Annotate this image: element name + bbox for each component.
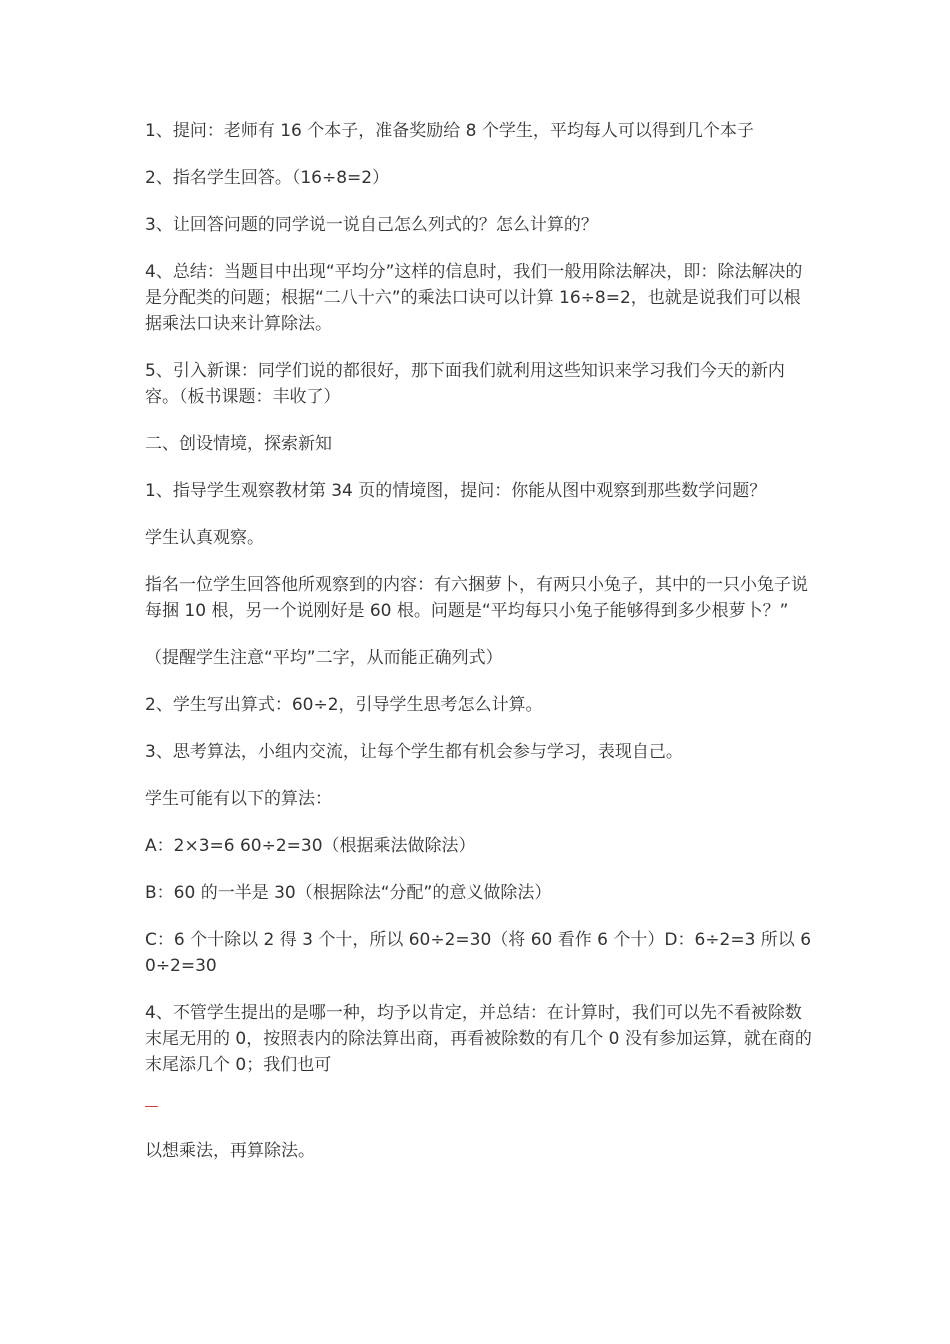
page-break-divider (145, 1106, 158, 1107)
paragraph-formula: 2、学生写出算式：60÷2，引导学生思考怎么计算。 (145, 695, 543, 715)
page-break (145, 1095, 815, 1121)
paragraph-answer: 2、指名学生回答。（16÷8=2） (145, 168, 390, 188)
method-b: B：60 的一半是 30（根据除法“分配”的意义做除法） (145, 883, 552, 903)
paragraph-reminder: （提醒学生注意“平均”二字，从而能正确列式） (145, 648, 503, 668)
paragraph-student-answer: 指名一位学生回答他所观察到的内容：有六捆萝卜，有两只小兔子，其中的一只小兔子说每捆 10 根，另一个说刚好是 60 根。问题是“平均每只小兔子能够得到多少根萝卜？” (145, 575, 808, 621)
paragraph-observe: 1、指导学生观察教材第 34 页的情境图，提问：你能从图中观察到那些数学问题？ (145, 481, 767, 501)
section-heading: 二、创设情境，探索新知 (145, 434, 332, 454)
paragraph-conclusion: 4、不管学生提出的是哪一种，均予以肯定，并总结：在计算时，我们可以先不看被除数末尾无用的 0，按照表内的除法算出商，再看被除数的有几个 0 没有参加运算，就在商的末尾添几个 0；我们也可 (145, 1003, 812, 1075)
paragraph-continuation: 以想乘法，再算除法。 (145, 1141, 315, 1161)
paragraph-summary: 4、总结：当题目中出现“平均分”这样的信息时，我们一般用除法解决，即：除法解决的是分配类的问题；根据“二八十六”的乘法口诀可以计算 16÷8=2，也就是说我们可以根据乘法口诀来计算除法。 (145, 262, 803, 334)
paragraph-methods-intro: 学生可能有以下的算法： (145, 789, 332, 809)
method-a: A：2×3=6 60÷2=30（根据乘法做除法） (145, 836, 476, 856)
paragraph-discuss: 3、思考算法，小组内交流，让每个学生都有机会参与学习，表现自己。 (145, 742, 683, 762)
paragraph-new-lesson: 5、引入新课：同学们说的都很好，那下面我们就利用这些知识来学习我们今天的新内容。（板书课题：丰收了） (145, 361, 785, 407)
paragraph-question: 1、提问：老师有 16 个本子，准备奖励给 8 个学生，平均每人可以得到几个本子 (145, 121, 754, 141)
method-c-d: C：6 个十除以 2 得 3 个十，所以 60÷2=30（将 60 看作 6 个十）D：6÷2=3 所以 60÷2=30 (145, 930, 812, 976)
paragraph-explain: 3、让回答问题的同学说一说自己怎么列式的？怎么计算的？ (145, 215, 598, 235)
paragraph-student-observe: 学生认真观察。 (145, 528, 264, 548)
document-body (145, 118, 815, 1185)
